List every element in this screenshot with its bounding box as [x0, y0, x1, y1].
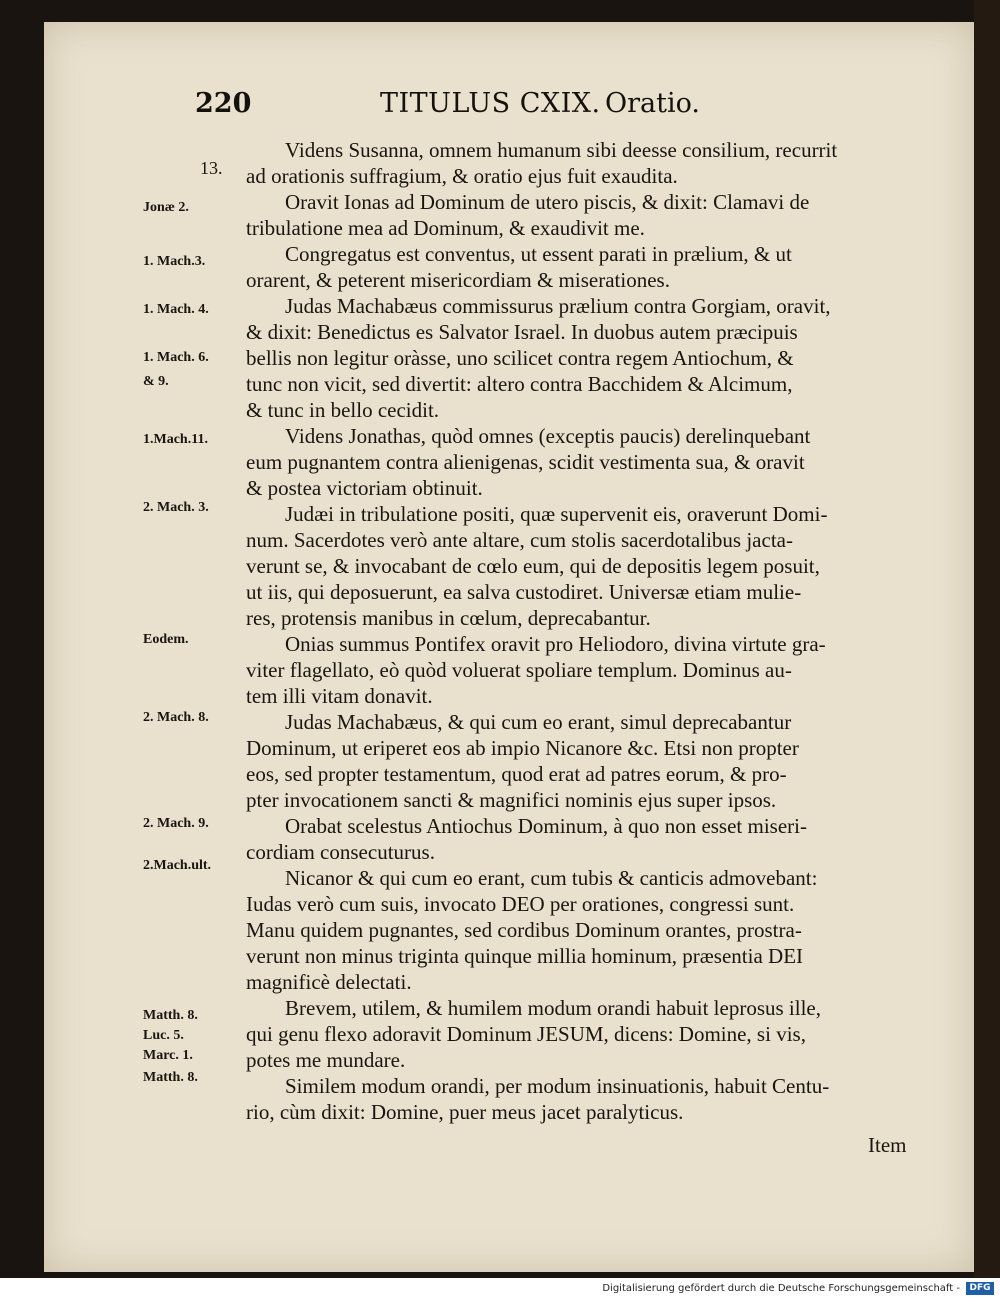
text-line: Videns Susanna, omnem humanum sibi deesse consilium, recurrit [285, 138, 838, 162]
text-line: Videns Jonathas, quòd omnes (exceptis paucis) derelinquebant [285, 424, 811, 448]
text-line: Judas Machabæus commissurus prælium contra Gorgiam, oravit, [285, 294, 831, 318]
margin-note: & 9. [143, 374, 169, 389]
text-line: & dixit: Benedictus es Salvator Israel. In duobus autem præcipuis [246, 320, 798, 344]
catchword: Item [868, 1133, 907, 1157]
margin-note: 2. Mach. 8. [143, 710, 209, 725]
margin-note: 2.Mach.ult. [143, 858, 212, 873]
text-line: Nicanor & qui cum eo erant, cum tubis & canticis admovebant: [285, 866, 818, 890]
margin-note: 13. [200, 158, 223, 178]
text-line: potes me mundare. [246, 1048, 406, 1072]
margin-note: Marc. 1. [143, 1048, 193, 1063]
text-line: rio, cùm dixit: Domine, puer meus jacet paralyticus. [246, 1100, 684, 1124]
footer-credit: Digitalisierung gefördert durch die Deutsche Forschungsgemeinschaft - [602, 1283, 960, 1294]
margin-note: 1. Mach.3. [143, 254, 206, 269]
margin-note: 1. Mach. 4. [143, 302, 209, 317]
text-line: Oravit Ionas ad Dominum de utero piscis, & dixit: Clamavi de [285, 190, 810, 214]
margin-note: Luc. 5. [143, 1028, 184, 1043]
page-number: 220 [195, 88, 252, 119]
text-line: tunc non vicit, sed divertit: altero contra Bacchidem & Alcimum, [246, 372, 793, 396]
section-title: Oratio. [605, 88, 700, 119]
margin-note: 2. Mach. 3. [143, 500, 209, 515]
text-line: Judæi in tribulatione positi, quæ supervenit eis, oraverunt Domi- [285, 502, 828, 526]
text-line: orarent, & peterent misericordiam & miserationes. [246, 268, 670, 292]
page-header [195, 88, 755, 128]
text-line: viter flagellato, eò quòd voluerat spoliare templum. Dominus au- [246, 658, 792, 682]
text-line: Manu quidem pugnantes, sed cordibus Dominum orantes, prostra- [246, 918, 802, 942]
text-line: Orabat scelestus Antiochus Dominum, à quo non esset miseri- [285, 814, 807, 838]
margin-note: Eodem. [143, 632, 189, 647]
text-line: Onias summus Pontifex oravit pro Heliodoro, divina virtute gra- [285, 632, 826, 656]
margin-note: 2. Mach. 9. [143, 816, 209, 831]
text-line: bellis non legitur oràsse, uno scilicet contra regem Antiochum, & [246, 346, 794, 370]
dfg-logo: DFG [966, 1282, 994, 1295]
text-line: Dominum, ut eriperet eos ab impio Nicanore &c. Etsi non propter [246, 736, 799, 760]
text-line: Similem modum orandi, per modum insinuationis, habuit Centu- [285, 1074, 830, 1098]
margin-note: 1. Mach. 6. [143, 350, 209, 365]
text-line: Judas Machabæus, & qui cum eo erant, simul deprecabantur [285, 710, 792, 734]
book-edge [974, 0, 1000, 1278]
text-line: verunt se, & invocabant de cœlo eum, qui de depositis legem posuit, [246, 554, 820, 578]
text-line: qui genu flexo adoravit Dominum JESUM, dicens: Domine, si vis, [246, 1022, 806, 1046]
text-line: Congregatus est conventus, ut essent parati in prælium, & ut [285, 242, 792, 266]
margin-note: Matth. 8. [143, 1008, 198, 1023]
text-line: & postea victoriam obtinuit. [246, 476, 483, 500]
text-line: eum pugnantem contra alienigenas, scidit vestimenta sua, & oravit [246, 450, 805, 474]
text-line: verunt non minus triginta quinque millia hominum, præsentia DEI [246, 944, 804, 968]
text-line: eos, sed propter testamentum, quod erat ad patres eorum, & pro- [246, 762, 787, 786]
text-line: ut iis, qui deposuerunt, ea salva custodiret. Universæ etiam mulie- [246, 580, 802, 604]
text-line: tribulatione mea ad Dominum, & exaudivit me. [246, 216, 645, 240]
text-line: res, protensis manibus in cœlum, deprecabantur. [246, 606, 651, 630]
text-line: tem illi vitam donavit. [246, 684, 433, 708]
margin-note: Jonæ 2. [143, 200, 189, 215]
text-line: ad orationis suffragium, & oratio ejus fuit exaudita. [246, 164, 678, 188]
running-title: TITULUS CXIX. [380, 88, 601, 119]
text-line: Iudas verò cum suis, invocato DEO per orationes, congressi sunt. [246, 892, 795, 916]
text-line: Brevem, utilem, & humilem modum orandi habuit leprosus ille, [285, 996, 822, 1020]
text-line: magnificè delectati. [246, 970, 412, 994]
footer-bar [0, 1280, 1000, 1298]
text-line: & tunc in bello cecidit. [246, 398, 440, 422]
text-line: cordiam consecuturus. [246, 840, 435, 864]
margin-note: 1.Mach.11. [143, 432, 208, 447]
text-line: num. Sacerdotes verò ante altare, cum stolis sacerdotalibus jacta- [246, 528, 793, 552]
margin-note: Matth. 8. [143, 1070, 198, 1085]
text-line: pter invocationem sancti & magnifici nominis ejus super ipsos. [246, 788, 777, 812]
